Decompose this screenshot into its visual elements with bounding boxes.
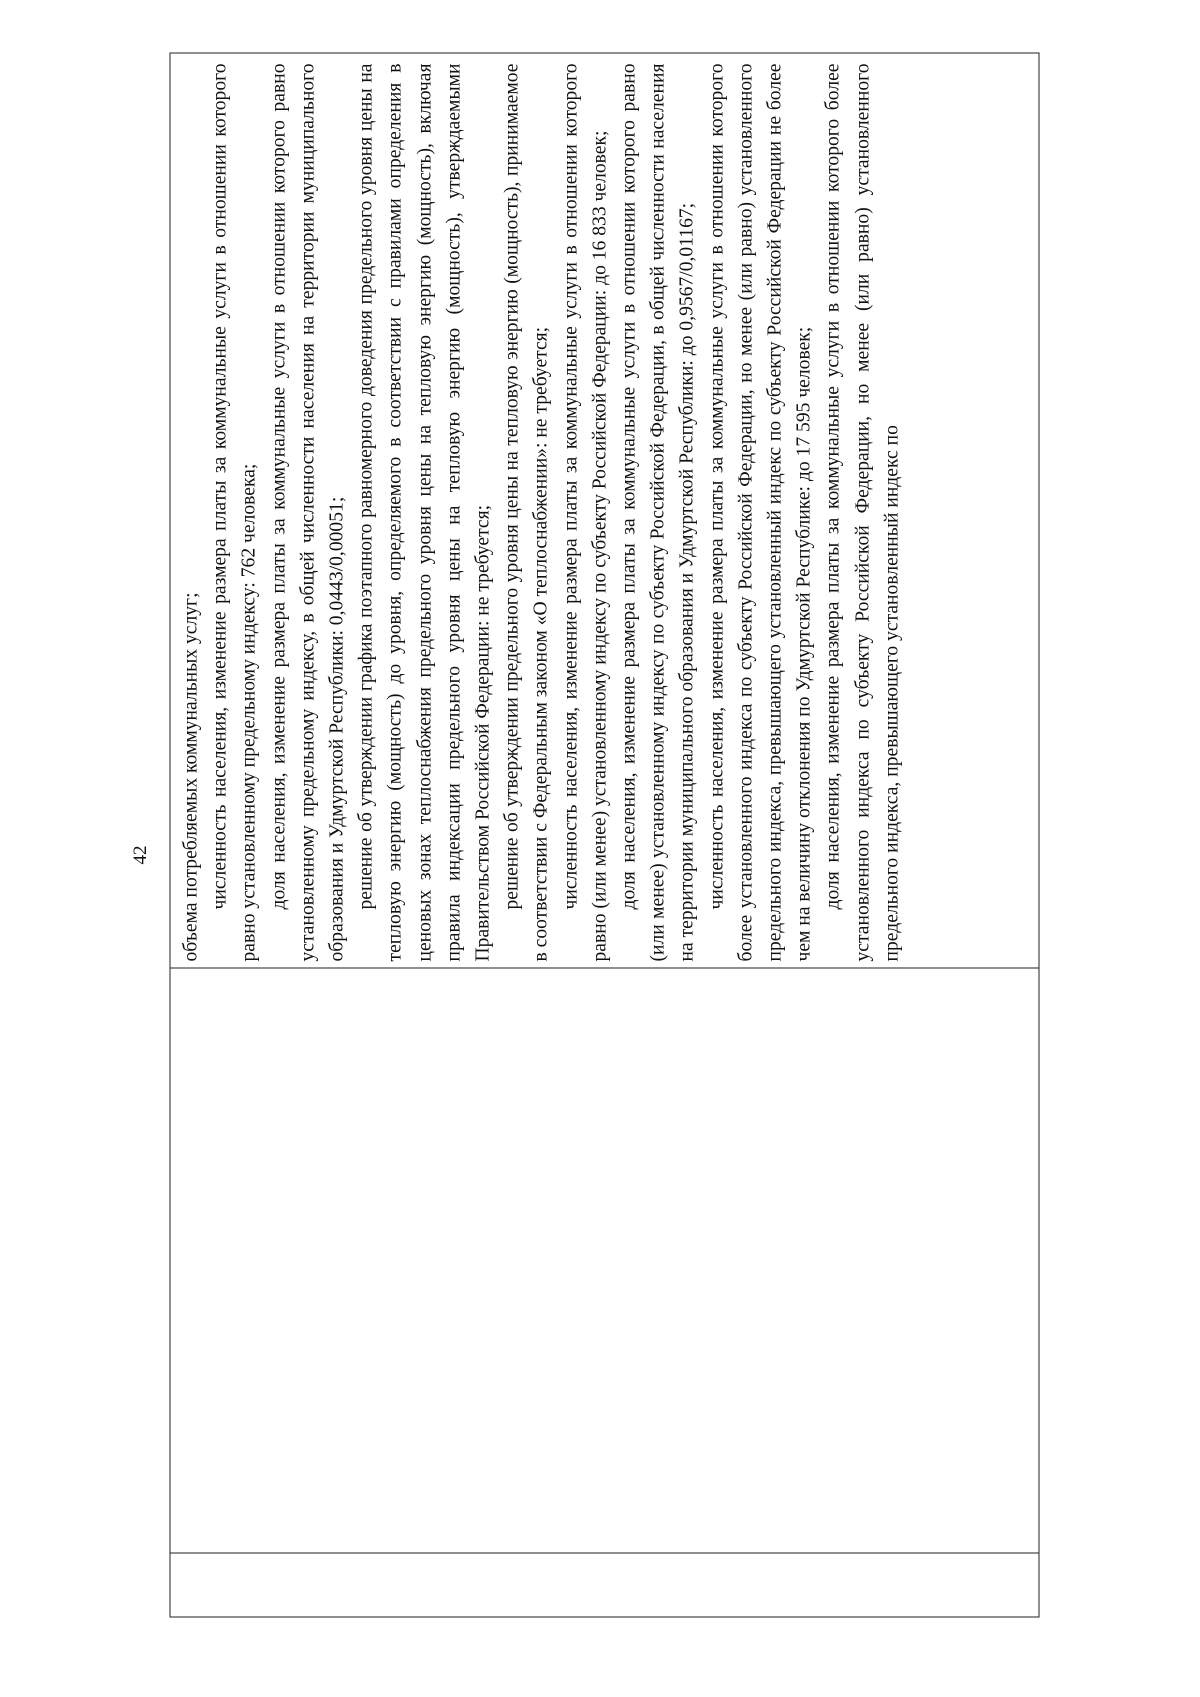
paragraph-population-count-above-index: численность населения, изменение размера платы за коммунальные услуги в отношении которого более установленного индекса по субъекту Российской Федерации, но менее (или равно) установленного предельного индекса, превышающего установленный индекс по субъекту Российской Федерации не более чем на величину отклонения по Удмуртской Республике: до 17 595 человек;	[706, 63, 815, 962]
paragraph-population-count-below-index: численность населения, изменение размера платы за коммунальные услуги в отношении которого равно (или менее) установленному индексу по субъекту Российской Федерации: до 16 833 человек;	[560, 63, 611, 962]
paragraph-heat-price-schedule-decision: решение об утверждении графика поэтапного равномерного доведения предельного уровня цены на тепловую энергию (мощность) до уровня, определяемого в соответствии с правилами определения в ценовых зонах теплоснабжения предельного уровня цены на тепловую энергию (мощность), включая правила индексации предельного уровня цены на тепловую энергию (мощность), утверждаемыми Правительством Российской Федерации: не требуется;	[355, 63, 494, 962]
paragraph-population-share-above-index: доля населения, изменение размера платы за коммунальные услуги в отношении которого более установленного индекса по субъекту Российской Федерации, но менее (или равно) установленного предельного индекса, превышающего установленный индекс по	[822, 63, 903, 962]
page-number: 42	[130, 845, 151, 865]
document-table	[170, 53, 1040, 1618]
paragraph-population-count-equal-limit: численность населения, изменение размера платы за коммунальные услуги в отношении которого равно установленному предельному индексу: 762 человека;	[209, 63, 260, 962]
table-cell-empty-second	[171, 968, 1039, 1553]
paragraph-population-share-below-index: доля населения, изменение размера платы за коммунальные услуги в отношении которого равно (или менее) установленному индексу по субъекту Российской Федерации, в общей численности населения на территории муниципального образования и Удмуртской Республики: до 0,9567/0,01167;	[618, 63, 698, 962]
table-cell-empty-first	[171, 1553, 1039, 1617]
paragraph-continuation: объема потребляемых коммунальных услуг;	[180, 592, 202, 962]
paragraph-heat-price-limit-decision: решение об утверждении предельного уровня цены на тепловую энергию (мощность), принимаемое в соответствии с Федеральным законом «О теплоснабжении»: не требуется;	[501, 63, 552, 962]
paragraph-population-share-equal-limit: доля населения, изменение размера платы за коммунальные услуги в отношении которого равно установленному предельному индексу, в общей численности населения на территории муниципального образования и Удмуртской Республики: 0,0443/0,00051;	[268, 63, 348, 962]
table-cell-text	[171, 54, 1039, 968]
